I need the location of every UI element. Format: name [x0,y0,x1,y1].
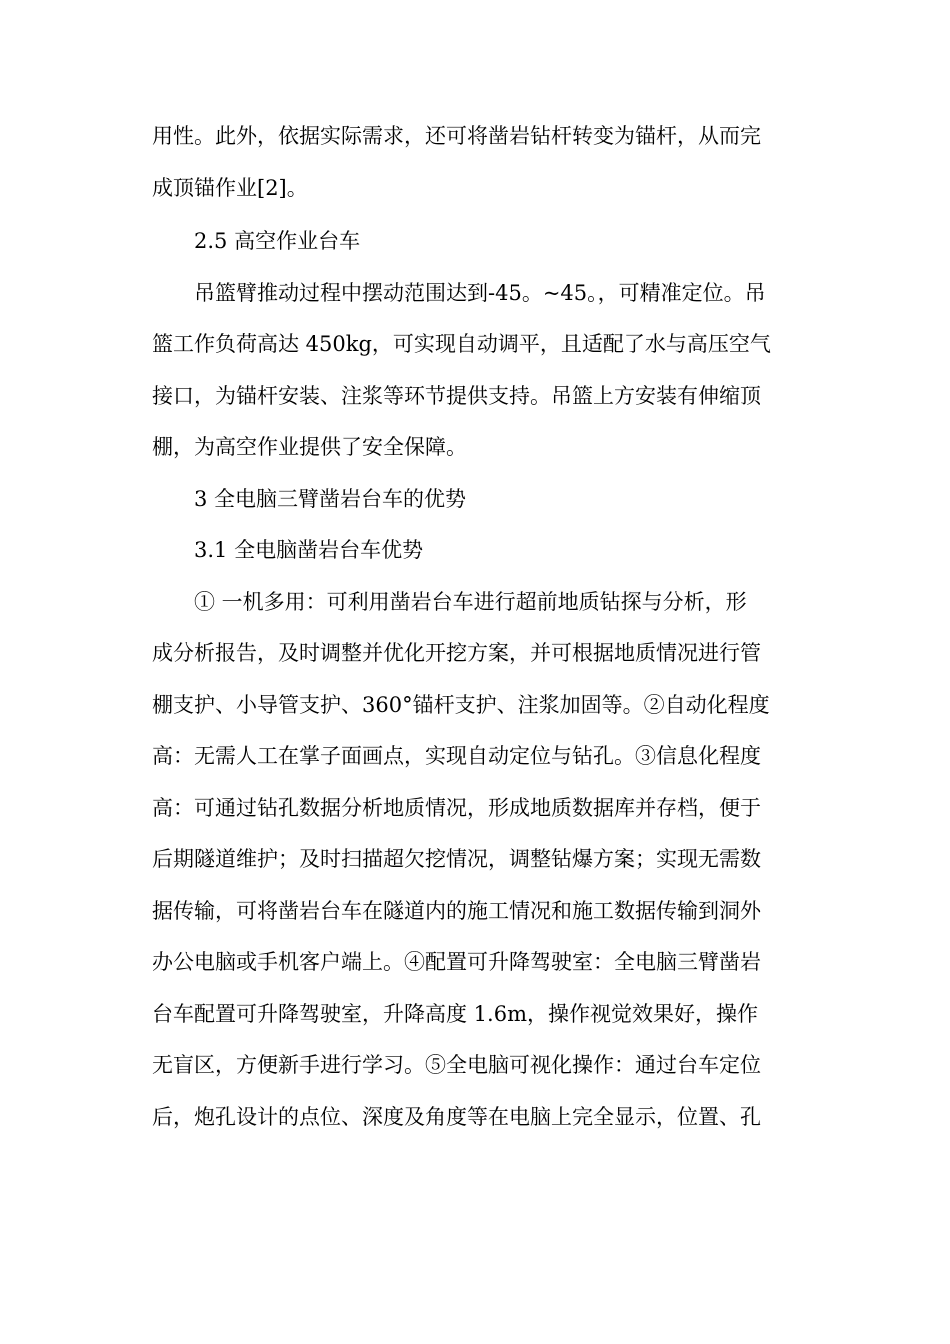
body-text-line: 棚支护、小导管支护、360°锚杆支护、注浆加固等。②自动化程度 [152,693,770,717]
body-text-line: 据传输，可将凿岩台车在隧道内的施工情况和施工数据传输到洞外 [152,899,761,923]
body-text-line: 吊篮臂推动过程中摆动范围达到-45。~45。，可精准定位。吊 [194,281,766,305]
body-text-line: 成分析报告，及时调整并优化开挖方案，并可根据地质情况进行管 [152,641,761,665]
body-text-line: ① 一机多用：可利用凿岩台车进行超前地质钻探与分析，形 [194,590,747,614]
section-heading-3-1: 3.1 全电脑凿岩台车优势 [194,538,424,562]
body-text-line: 篮工作负荷高达 450kg，可实现自动调平，且适配了水与高压空气 [152,332,771,356]
body-text-line: 高：无需人工在掌子面画点，实现自动定位与钻孔。③信息化程度 [152,744,761,768]
body-text-line: 高：可通过钻孔数据分析地质情况，形成地质数据库并存档，便于 [152,796,761,820]
section-heading-2-5: 2.5 高空作业台车 [194,229,361,253]
body-text-line: 后，炮孔设计的点位、深度及角度等在电脑上完全显示，位置、孔 [152,1105,761,1129]
body-text-line: 台车配置可升降驾驶室，升降高度 1.6m，操作视觉效果好，操作 [152,1002,758,1026]
body-text-line: 棚，为高空作业提供了安全保障。 [152,435,467,459]
section-heading-3: 3 全电脑三臂凿岩台车的优势 [194,487,467,511]
body-text-line: 后期隧道维护；及时扫描超欠挖情况，调整钻爆方案；实现无需数 [152,847,761,871]
body-text-line: 接口，为锚杆安装、注浆等环节提供支持。吊篮上方安装有伸缩顶 [152,384,761,408]
body-text-line: 办公电脑或手机客户端上。④配置可升降驾驶室：全电脑三臂凿岩 [152,950,761,974]
body-text-line: 无盲区，方便新手进行学习。⑤全电脑可视化操作：通过台车定位 [152,1053,761,1077]
body-text-line: 用性。此外，依据实际需求，还可将凿岩钻杆转变为锚杆，从而完 [152,124,761,148]
body-text-line: 成顶锚作业[2]。 [152,176,308,200]
